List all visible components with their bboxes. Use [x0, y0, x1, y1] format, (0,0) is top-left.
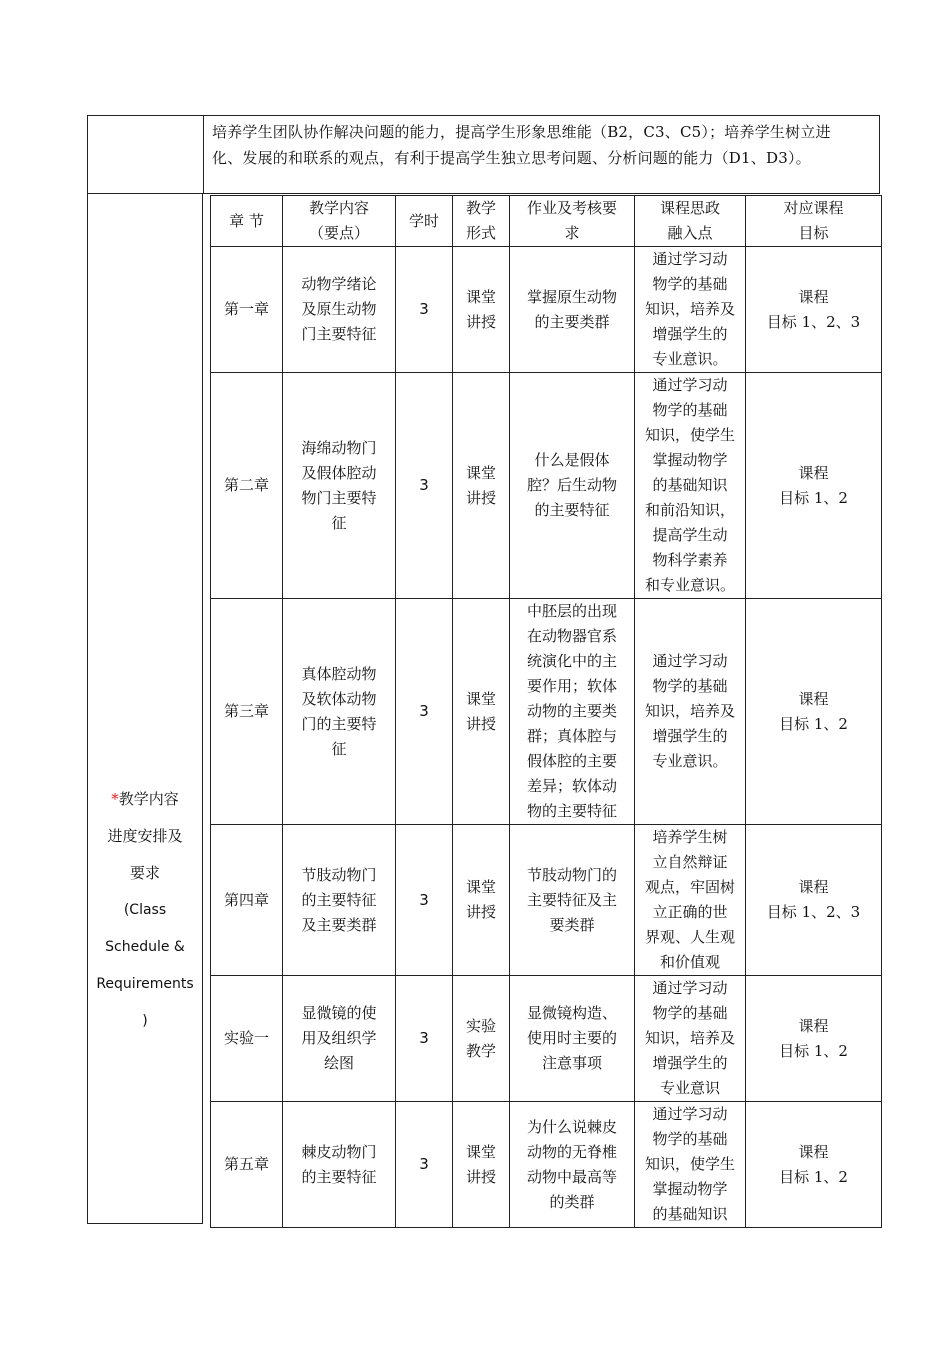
- content-cell: [283, 825, 396, 976]
- homework-cell-line: 使用时主要的: [526, 1029, 617, 1047]
- hours-cell: [396, 247, 453, 373]
- header-form: 教学 形式: [453, 196, 510, 247]
- header-hours: 学时: [396, 196, 453, 247]
- ideology-cell: [635, 825, 746, 976]
- section-label-line5: Schedule &: [105, 939, 185, 955]
- homework-cell: [510, 825, 635, 976]
- hours-cell: [396, 373, 453, 599]
- objective-cell-line: 目标 1、2: [779, 1167, 848, 1186]
- form-cell-line: 讲授: [465, 903, 496, 921]
- schedule-table: [210, 195, 882, 1228]
- content-cell: [283, 976, 396, 1102]
- homework-cell-line: 动物的无脊椎: [526, 1142, 617, 1161]
- content-cell-line: 节肢动物门: [301, 865, 377, 884]
- content-cell-line: 的主要特征: [301, 1167, 377, 1186]
- objectives-row: [87, 115, 880, 194]
- homework-cell-line: 主要特征及主: [526, 890, 617, 909]
- form-cell-line: 课堂: [465, 689, 496, 708]
- header-ideology: 课程思政 融入点: [635, 196, 746, 247]
- section-label-line2: 进度安排及: [107, 827, 183, 845]
- form-cell-line: 课堂: [465, 878, 496, 896]
- homework-cell-line: 动物的主要类: [526, 702, 617, 720]
- homework-cell: [510, 599, 635, 825]
- objective-cell-line: 目标 1、2: [779, 1041, 848, 1060]
- table-row: [211, 1102, 882, 1228]
- hours-cell: [396, 599, 453, 825]
- homework-cell-line: 为什么说棘皮: [526, 1117, 617, 1136]
- ideology-cell-line: 物学的基础: [652, 401, 728, 419]
- section-label-line1: 教学内容: [118, 790, 179, 808]
- ideology-cell-line: 知识，使学生: [644, 1155, 735, 1173]
- section-label-line6: Requirements: [96, 976, 194, 992]
- ideology-cell-line: 和专业意识。: [644, 576, 735, 594]
- form-cell-line: 课堂: [465, 463, 496, 482]
- homework-cell-line: 在动物器官系: [526, 627, 617, 645]
- section-label: [88, 781, 202, 1040]
- table-row: [211, 825, 882, 976]
- content-cell-line: 动物学绪论: [301, 275, 377, 293]
- homework-cell-line: 假体腔的主要: [526, 752, 617, 770]
- ideology-cell-line: 增强学生的: [652, 1054, 728, 1072]
- homework-cell-line: 的主要类群: [534, 312, 610, 331]
- content-cell-line: 显微镜的使: [301, 1004, 377, 1022]
- homework-cell-line: 统演化中的主: [526, 652, 617, 670]
- homework-cell-line: 什么是假体: [534, 451, 610, 469]
- objective-cell-line: 目标 1、2: [779, 488, 848, 507]
- objective-cell: [746, 247, 882, 373]
- ideology-cell: [635, 373, 746, 599]
- chapter-cell: [211, 247, 283, 373]
- ideology-cell-line: 物学的基础: [652, 275, 728, 293]
- chapter-cell: [211, 599, 283, 825]
- objectives-line-1: 培养学生团队协作解决问题的能力，提高学生形象思维能（B2，C3、C5）；培养学生树立进: [212, 123, 831, 141]
- header-chapter: 章 节: [211, 196, 283, 247]
- homework-cell: [510, 976, 635, 1102]
- ideology-cell-line: 观点，牢固树: [644, 878, 735, 896]
- header-homework: 作业及考核要 求: [510, 196, 635, 247]
- ideology-cell-line: 物学的基础: [652, 677, 728, 695]
- homework-cell: [510, 247, 635, 373]
- content-cell: [283, 373, 396, 599]
- ideology-cell: [635, 247, 746, 373]
- homework-cell-line: 注意事项: [541, 1054, 602, 1072]
- homework-cell-line: 动物中最高等: [526, 1167, 617, 1186]
- objective-cell-line: 目标 1、2、3: [766, 903, 861, 921]
- homework-cell-line: 节肢动物门的: [526, 865, 617, 884]
- content-cell-line: 门的主要特: [301, 714, 377, 733]
- ideology-cell-line: 培养学生树: [652, 828, 728, 846]
- homework-cell-line: 差异；软体动: [526, 777, 617, 795]
- ideology-cell-line: 掌握动物学: [652, 1180, 728, 1198]
- table-row: [211, 247, 882, 373]
- ideology-cell-line: 通过学习动: [652, 1105, 728, 1123]
- objective-cell-line: 目标 1、2、3: [766, 312, 861, 331]
- ideology-cell: [635, 976, 746, 1102]
- objective-cell-line: 课程: [798, 287, 829, 306]
- content-cell-line: 用及组织学: [301, 1029, 377, 1047]
- form-cell-line: 讲授: [465, 488, 496, 507]
- table-row: [211, 599, 882, 825]
- ideology-cell-line: 知识，培养及: [644, 300, 735, 318]
- ideology-cell-line: 增强学生的: [652, 325, 728, 343]
- hours-cell-line: 3: [419, 1029, 429, 1047]
- content-cell: [283, 247, 396, 373]
- form-cell-line: 讲授: [465, 312, 496, 331]
- form-cell: [453, 373, 510, 599]
- chapter-cell-line: 第五章: [223, 1155, 269, 1173]
- chapter-cell: [211, 1102, 283, 1228]
- homework-cell: [510, 1102, 635, 1228]
- homework-cell: [510, 373, 635, 599]
- homework-cell-line: 显微镜构造、: [526, 1004, 617, 1022]
- content-cell: [283, 599, 396, 825]
- ideology-cell-line: 知识，使学生: [644, 426, 735, 444]
- objective-cell-line: 课程: [798, 1142, 829, 1161]
- chapter-cell-line: 第三章: [223, 702, 269, 720]
- ideology-cell-line: 专业意识: [659, 1079, 720, 1097]
- content-cell-line: 绘图: [323, 1054, 354, 1072]
- content-cell-line: 物门主要特: [301, 488, 377, 507]
- homework-cell-line: 掌握原生动物: [526, 287, 617, 306]
- form-cell: [453, 599, 510, 825]
- section-label-line3: 要求: [129, 864, 160, 882]
- ideology-cell-line: 物学的基础: [652, 1130, 728, 1148]
- section-label-line7: ): [142, 1013, 148, 1029]
- content-cell-line: 海绵动物门: [301, 438, 377, 457]
- objectives-label-cell: [88, 116, 204, 193]
- form-cell: [453, 247, 510, 373]
- header-objective: 对应课程 目标: [746, 196, 882, 247]
- content-cell-line: 棘皮动物门: [301, 1142, 377, 1161]
- objective-cell: [746, 373, 882, 599]
- objectives-line-2: 化、发展的和联系的观点，有利于提高学生独立思考问题、分析问题的能力（D1、D3）。: [212, 149, 811, 167]
- content-cell-line: 的主要特征: [301, 890, 377, 909]
- form-cell-line: 教学: [465, 1041, 496, 1060]
- hours-cell-line: 3: [419, 890, 429, 909]
- objective-cell-line: 课程: [798, 463, 829, 482]
- hours-cell-line: 3: [419, 476, 429, 494]
- form-cell-line: 课堂: [465, 1142, 496, 1161]
- section-label-cell: [87, 194, 203, 1224]
- hours-cell: [396, 825, 453, 976]
- section-label-line4: (Class: [123, 902, 167, 918]
- ideology-cell-line: 知识，培养及: [644, 702, 735, 720]
- ideology-cell-line: 通过学习动: [652, 250, 728, 268]
- homework-cell-line: 中胚层的出现: [526, 602, 617, 620]
- ideology-cell-line: 和前沿知识，: [644, 501, 735, 519]
- form-cell: [453, 1102, 510, 1228]
- objective-cell: [746, 825, 882, 976]
- ideology-cell-line: 通过学习动: [652, 979, 728, 997]
- content-cell-line: 门主要特征: [301, 325, 377, 343]
- ideology-cell-line: 界观、人生观: [644, 928, 735, 946]
- chapter-cell-line: 实验一: [223, 1029, 269, 1047]
- chapter-cell-line: 第四章: [223, 890, 269, 909]
- table-row: [211, 373, 882, 599]
- objective-cell-line: 课程: [798, 1016, 829, 1035]
- ideology-cell-line: 的基础知识: [652, 476, 728, 494]
- ideology-cell-line: 知识，培养及: [644, 1029, 735, 1047]
- chapter-cell-line: 第二章: [223, 476, 269, 494]
- ideology-cell-line: 通过学习动: [652, 652, 728, 670]
- objective-cell-line: 课程: [798, 878, 829, 896]
- ideology-cell: [635, 599, 746, 825]
- form-cell-line: 讲授: [465, 714, 496, 733]
- content-cell-line: 及假体腔动: [301, 463, 377, 482]
- content-cell-line: 真体腔动物: [301, 664, 377, 683]
- chapter-cell: [211, 825, 283, 976]
- content-cell-line: 征: [331, 739, 347, 758]
- objective-cell: [746, 976, 882, 1102]
- objectives-text: [212, 119, 874, 171]
- content-cell: [283, 1102, 396, 1228]
- form-cell-line: 课堂: [465, 287, 496, 306]
- objective-cell-line: 目标 1、2: [779, 714, 848, 733]
- objective-cell: [746, 1102, 882, 1228]
- hours-cell-line: 3: [419, 300, 429, 318]
- ideology-cell: [635, 1102, 746, 1228]
- required-star: *: [111, 790, 119, 808]
- content-cell-line: 及原生动物: [301, 300, 377, 318]
- ideology-cell-line: 专业意识。: [652, 752, 728, 770]
- ideology-cell-line: 立自然辩证: [652, 853, 728, 871]
- ideology-cell-line: 和价值观: [659, 953, 720, 971]
- form-cell: [453, 976, 510, 1102]
- hours-cell-line: 3: [419, 1155, 429, 1173]
- chapter-cell-line: 第一章: [223, 300, 269, 318]
- form-cell: [453, 825, 510, 976]
- ideology-cell-line: 立正确的世: [652, 903, 728, 921]
- objective-cell-line: 课程: [798, 689, 829, 708]
- table-row: [211, 976, 882, 1102]
- homework-cell-line: 腔？后生动物: [526, 476, 617, 494]
- ideology-cell-line: 物科学素养: [652, 551, 728, 569]
- homework-cell-line: 群；真体腔与: [526, 727, 617, 745]
- ideology-cell-line: 增强学生的: [652, 727, 728, 745]
- form-cell-line: 实验: [465, 1016, 496, 1035]
- content-cell-line: 征: [331, 513, 347, 532]
- ideology-cell-line: 专业意识。: [652, 350, 728, 368]
- chapter-cell: [211, 373, 283, 599]
- homework-cell-line: 要类群: [549, 915, 595, 934]
- homework-cell-line: 物的主要特征: [526, 802, 617, 820]
- ideology-cell-line: 通过学习动: [652, 376, 728, 394]
- homework-cell-line: 的主要特征: [534, 501, 610, 519]
- objective-cell: [746, 599, 882, 825]
- homework-cell-line: 要作用；软体: [526, 677, 617, 695]
- hours-cell: [396, 976, 453, 1102]
- homework-cell-line: 的类群: [549, 1192, 595, 1211]
- content-cell-line: 及软体动物: [301, 689, 377, 708]
- form-cell-line: 讲授: [465, 1167, 496, 1186]
- hours-cell: [396, 1102, 453, 1228]
- table-header-row: [211, 196, 882, 247]
- content-cell-line: 及主要类群: [301, 915, 377, 934]
- chapter-cell: [211, 976, 283, 1102]
- ideology-cell-line: 的基础知识: [652, 1205, 728, 1223]
- ideology-cell-line: 物学的基础: [652, 1004, 728, 1022]
- hours-cell-line: 3: [419, 702, 429, 720]
- ideology-cell-line: 提高学生动: [652, 526, 728, 544]
- header-content: 教学内容 （要点）: [283, 196, 396, 247]
- ideology-cell-line: 掌握动物学: [652, 451, 728, 469]
